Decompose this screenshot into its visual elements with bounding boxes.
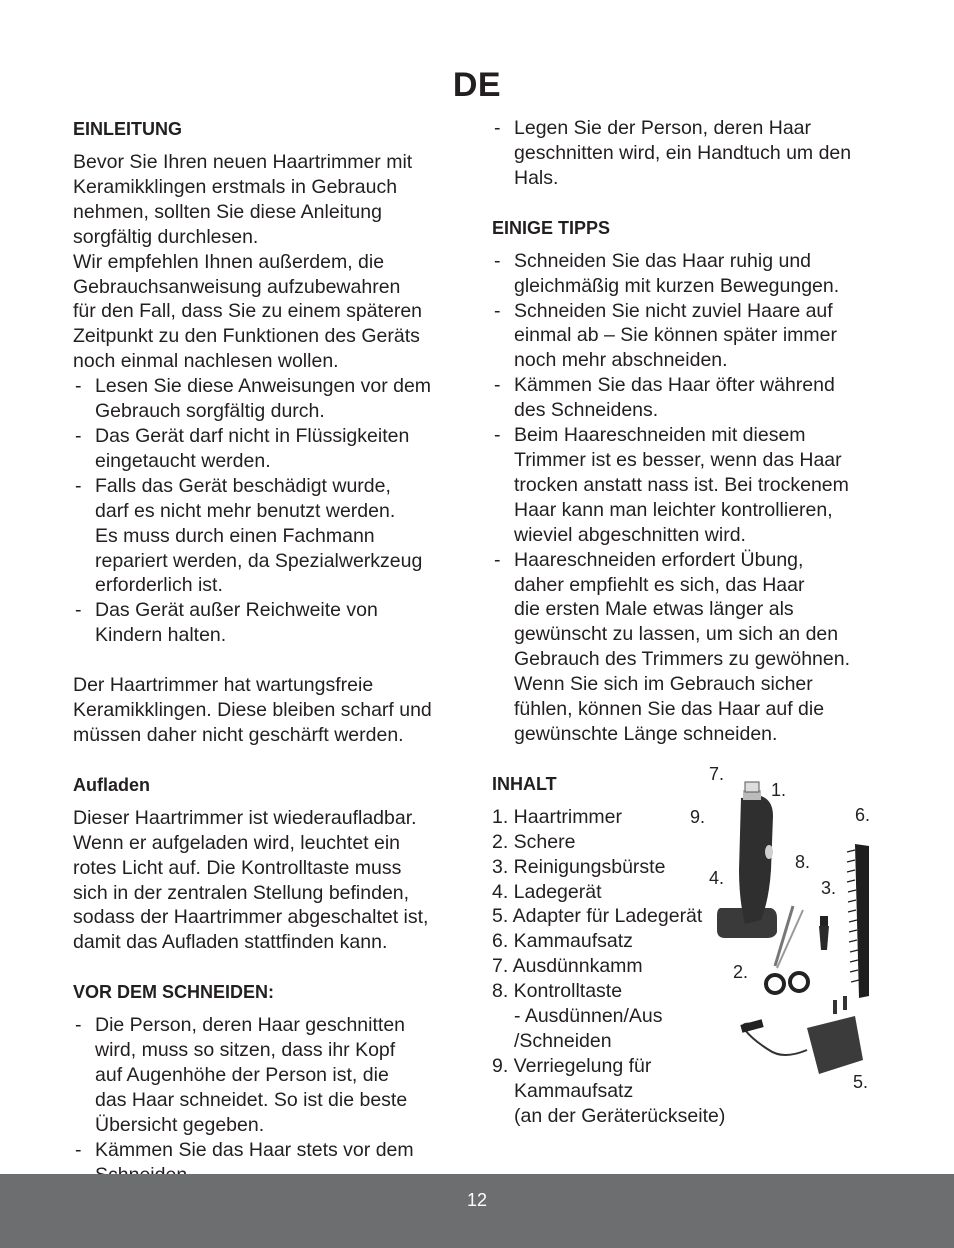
tipps-list	[492, 249, 892, 747]
list-item: 6. Kammaufsatz	[492, 930, 633, 953]
scissors-ring	[766, 975, 784, 993]
vor-dem-schneiden-list	[73, 1013, 463, 1187]
label-1: 1.	[771, 780, 787, 800]
label-4: 4.	[709, 868, 725, 888]
tipps-heading: EINIGE TIPPS	[492, 217, 611, 238]
list-item: - Legen Sie der Person, deren Haar geschnitten wird, ein Handtuch um den Hals.	[492, 116, 892, 191]
brush-handle	[819, 926, 829, 950]
list-item: 4. Ladegerät	[492, 880, 602, 903]
label-5: 5.	[853, 1072, 869, 1092]
label-3: 3.	[821, 878, 837, 898]
list-item: 5. Adapter für Ladegerät	[492, 905, 703, 928]
list-item: 7. Ausdünnkamm	[492, 955, 643, 978]
vor-dem-schneiden-heading: VOR DEM SCHNEIDEN:	[73, 982, 275, 1003]
list-item: 9. Verriegelung für Kammaufsatz (an der Geräterückseite)	[492, 1054, 726, 1127]
list-item: - Das Gerät darf nicht in Flüssigkeiten eingetaucht werden.	[73, 424, 463, 474]
list-item: - Lesen Sie diese Anweisungen vor dem Gebrauch sorgfältig durch.	[73, 374, 463, 424]
list-item: - Haareschneiden erfordert Übung, daher empfiehlt es sich, das Haar die ersten Male etwas länger als gewünscht zu lassen, um sich an den Gebrauch des Trimmers zu gewöhnen. Wenn Sie sich im Gebrauch sicher fühlen, können Sie das Haar auf die gewünschte Länge schneiden.	[492, 548, 892, 747]
wartung-paragraph: Der Haartrimmer hat wartungsfreie Keramikklingen. Diese bleiben scharf und müssen daher nicht geschärft werden.	[73, 674, 432, 746]
product-parts-drawing	[683, 760, 883, 1100]
adapter-body	[807, 1016, 863, 1074]
list-item: 2. Schere	[492, 830, 576, 853]
adapter-pin	[833, 1000, 837, 1014]
label-7: 7.	[709, 764, 725, 784]
comb-attachment	[855, 844, 869, 998]
list-item: 1. Haartrimmer	[492, 805, 623, 828]
brush-bristles	[820, 916, 828, 926]
list-item: - Die Person, deren Haar geschnitten wird, muss so sitzen, dass ihr Kopf auf Augenhöhe der Person ist, die das Haar schneidet. So ist die beste Übersicht gegeben.	[73, 1013, 463, 1138]
aufladen-heading: Aufladen	[73, 774, 151, 795]
vorbereitung-list-continued	[492, 116, 892, 191]
list-item: - Kämmen Sie das Haar öfter während des Schneidens.	[492, 373, 892, 423]
label-6: 6.	[855, 805, 871, 825]
list-item: - Schneiden Sie das Haar ruhig und gleichmäßig mit kurzen Bewegungen.	[492, 249, 892, 299]
list-item: - Beim Haareschneiden mit diesem Trimmer ist es besser, wenn das Haar trocken anstatt nass ist. Bei trockenem Haar kann man leichter kontrollieren, wieviel abgeschnitten wird.	[492, 423, 892, 548]
label-2: 2.	[733, 962, 749, 982]
page-language-heading: DE	[452, 66, 502, 104]
einleitung-heading: EINLEITUNG	[73, 119, 183, 139]
label-8: 8.	[795, 852, 811, 872]
product-illustration	[683, 760, 883, 1100]
control-button	[765, 845, 773, 859]
list-item: 8. Kontrolltaste - Ausdünnen/Aus /Schneiden	[492, 980, 663, 1052]
einleitung-paragraph: Bevor Sie Ihren neuen Haartrimmer mit Keramikklingen erstmals in Gebrauch nehmen, sollten Sie diese Anleitung sorgfältig durchlesen. Wir empfehlen Ihnen außerdem, die Gebrauchsanweisung aufzubewahren für den Fall, dass Sie zu einem späteren Zeitpunkt zu den Funktionen des Geräts noch einmal nachlesen wollen.	[73, 151, 423, 373]
page-footer	[0, 1174, 954, 1248]
inhalt-heading: INHALT	[492, 773, 557, 794]
scissors-ring	[790, 973, 808, 991]
page-number: 12	[466, 1190, 488, 1210]
cable-plug	[740, 1019, 763, 1032]
list-item: - Das Gerät außer Reichweite von Kindern halten.	[73, 598, 463, 648]
label-9: 9.	[690, 807, 706, 827]
trimmer-body	[739, 796, 773, 924]
thinning-comb	[745, 782, 759, 792]
list-item: - Falls das Gerät beschädigt wurde, darf es nicht mehr benutzt werden. Es muss durch einen Fachmann repariert werden, da Spezialwerkzeug erforderlich ist.	[73, 474, 463, 599]
einleitung-list	[73, 374, 463, 648]
aufladen-paragraph: Dieser Haartrimmer ist wiederaufladbar. Wenn er aufgeladen wird, leuchtet ein rotes Licht auf. Die Kontrolltaste muss sich in der zentralen Stellung befinden, sodass der Haartrimmer abgeschaltet ist, damit das Aufladen stattfinden kann.	[73, 806, 429, 954]
left-column	[73, 116, 463, 1188]
adapter-pin	[843, 996, 847, 1010]
list-item: - Schneiden Sie nicht zuviel Haare auf einmal ab – Sie können später immer noch mehr abschneiden.	[492, 299, 892, 374]
list-item: 3. Reinigungsbürste	[492, 855, 666, 878]
list-item: - Kämmen Sie das Haar stets vor dem	[73, 1138, 463, 1188]
